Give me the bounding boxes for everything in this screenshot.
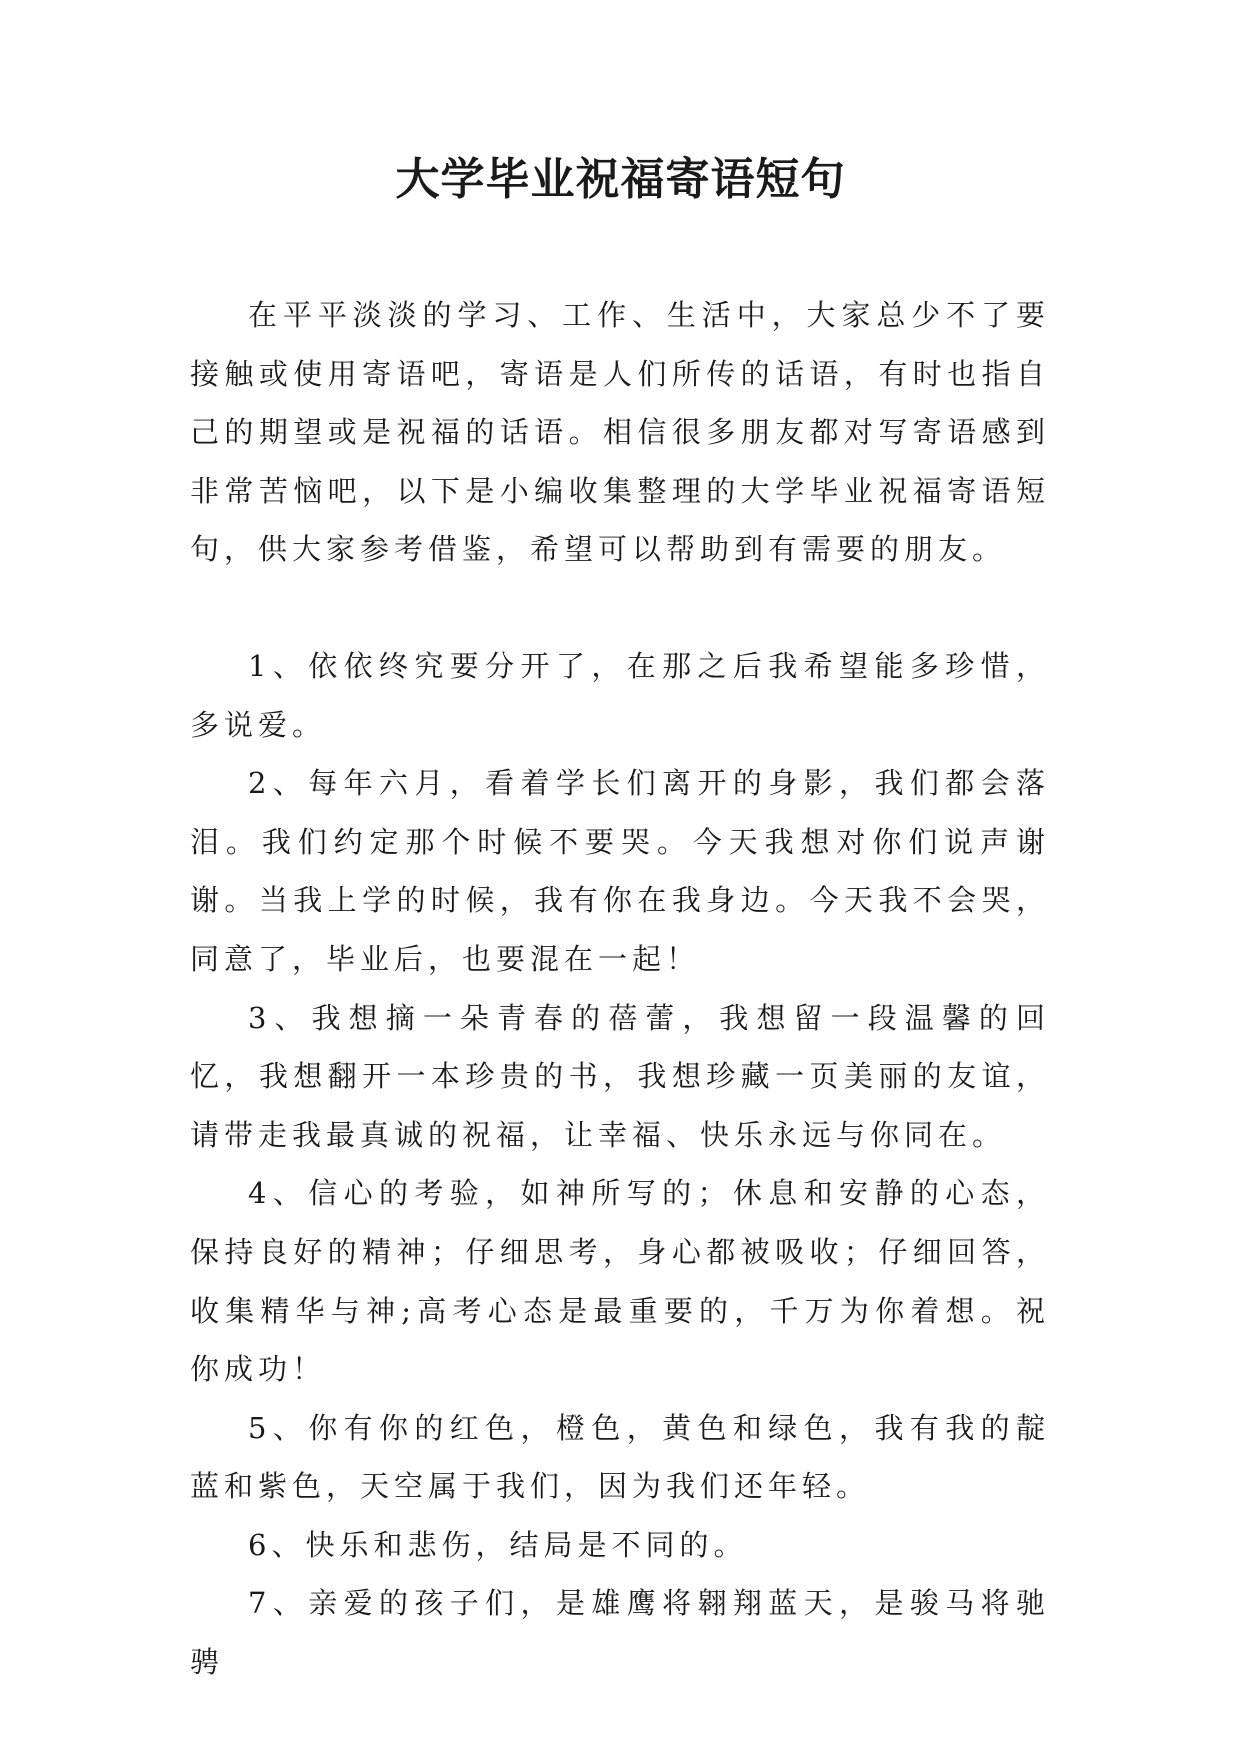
list-item: 3、我想摘一朵青春的蓓蕾，我想留一段温馨的回忆，我想翻开一本珍贵的书，我想珍藏一页美丽的友谊，请带走我最真诚的祝福，让幸福、快乐永远与你同在。: [190, 1000, 1050, 1152]
page-title: 大学毕业祝福寄语短句: [395, 154, 846, 205]
list-item: 5、你有你的红色，橙色，黄色和绿色，我有我的靛蓝和紫色，天空属于我们，因为我们还年轻。: [190, 1410, 1050, 1504]
document-body: [190, 286, 1050, 1692]
intro-paragraph: 在平平淡淡的学习、工作、生活中，大家总少不了要接触或使用寄语吧，寄语是人们所传的话语，有时也指自己的期望或是祝福的话语。相信很多朋友都对写寄语感到非常苦恼吧，以下是小编收集整理的大学毕业祝福寄语短句，供大家参考借鉴，希望可以帮助到有需要的朋友。: [190, 298, 1050, 567]
list-item: 2、每年六月，看着学长们离开的身影，我们都会落泪。我们约定那个时候不要哭。今天我想对你们说声谢谢。当我上学的时候，我有你在我身边。今天我不会哭，同意了，毕业后，也要混在一起！: [190, 766, 1050, 976]
list-item: 1、依依终究要分开了，在那之后我希望能多珍惜，多说爱。: [190, 648, 1050, 742]
list-item: 4、信心的考验，如神所写的；休息和安静的心态，保持良好的精神；仔细思考，身心都被吸收；仔细回答，收集精华与神;高考心态是最重要的，千万为你着想。祝你成功！: [190, 1176, 1050, 1387]
list-item: 7、亲爱的孩子们，是雄鹰将翱翔蓝天，是骏马将驰骋: [190, 1586, 1050, 1680]
list-item: 6、快乐和悲伤，结局是不同的。: [248, 1527, 748, 1562]
